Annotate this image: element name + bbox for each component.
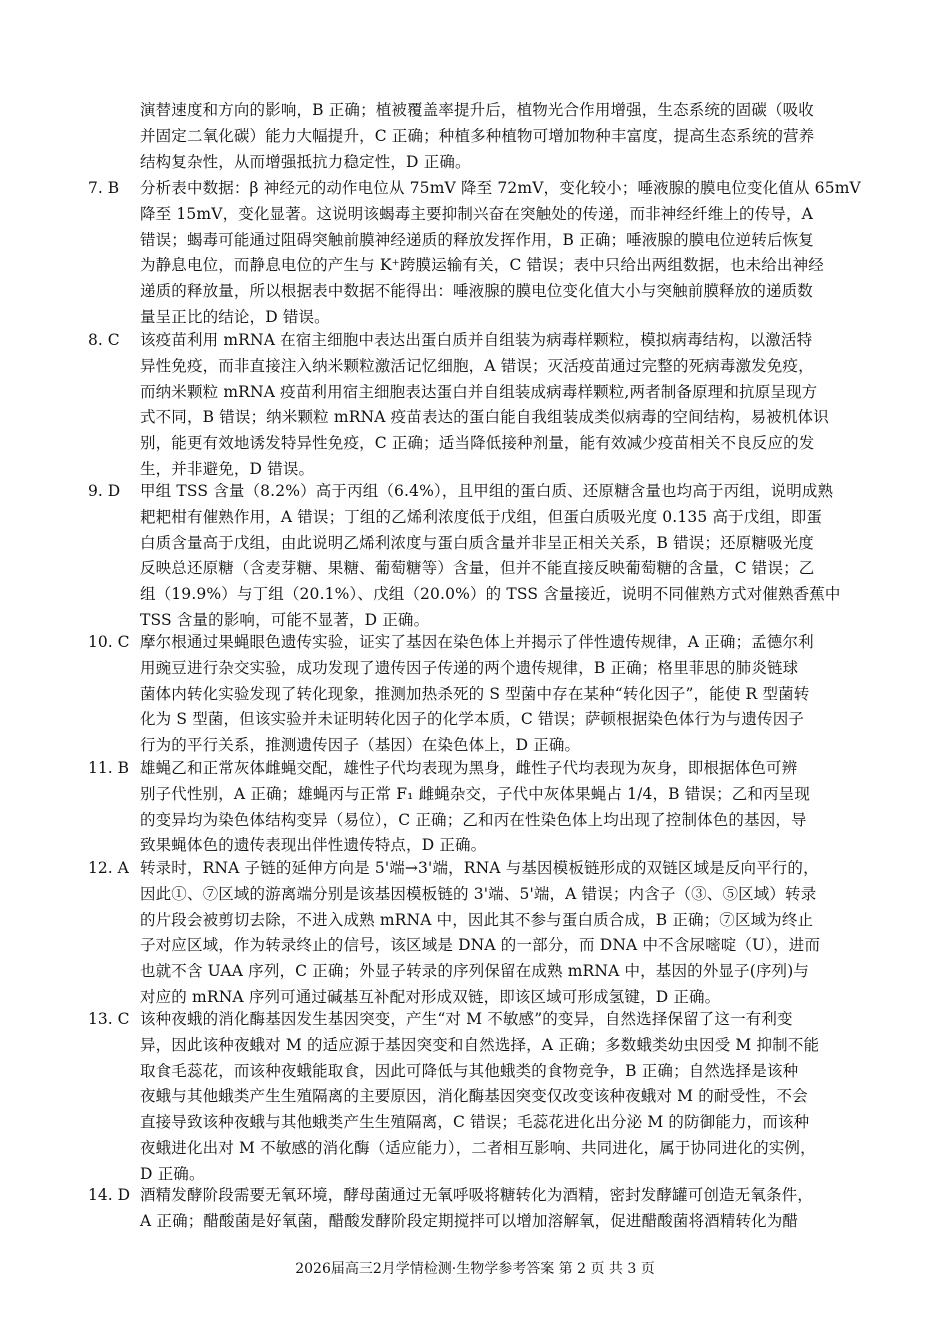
text-line: 反映总还原糖（含麦芽糖、果糖、葡萄糖等）含量，但并不能直接反映葡萄糖的含量，C 错误；乙	[140, 559, 815, 578]
answer-number: 11. B	[88, 759, 129, 777]
answer-number: 10. C	[88, 633, 130, 651]
text-line: 转录时，RNA 子链的延伸方向是 5'端→3'端，RNA 与基因模板链形成的双链区域是反向平行的，	[140, 859, 819, 877]
text-line: 结构复杂性，从而增强抵抗力稳定性，D 正确。	[140, 152, 471, 171]
text-line: 夜蛾进化出对 M 不敏感的消化酶（适应能力），二者相互影响、共同进化，属于协同进化的实例，	[140, 1138, 816, 1157]
text-line: 取食毛蕊花，而该种夜蛾能取食，因此可降低与其他蛾类的食物竞争，B 正确；自然选择是该种	[140, 1061, 799, 1080]
text-line: 因此①、⑦区域的游离端分别是该基因模板链的 3'端、5'端，A 错误；内含子（③、⑤区域）转录	[140, 884, 817, 903]
text-line: 别，能更有效地诱发特异性免疫，C 正确；适当降低接种剂量，能有效减少疫苗相关不良反应的发	[140, 434, 815, 453]
text-line: 夜蛾与其他蛾类产生生殖隔离的主要原因，消化酶基因突变仅改变该种夜蛾对 M 的耐受性，不会	[140, 1087, 808, 1106]
text-line: 分析表中数据：β 神经元的动作电位从 75mV 降至 72mV，变化较小；唾液腺的膜电位变化值从 65mV	[140, 179, 861, 197]
text-line: 对应的 mRNA 序列可通过碱基互补配对形成双链，即该区域可形成氢键，D 正确。	[140, 987, 721, 1006]
answer-explanation	[140, 630, 870, 759]
answer-number: 13. C	[88, 1010, 130, 1028]
answer-explanation	[140, 1183, 870, 1235]
text-line: 而纳米颗粒 mRNA 疫苗利用宿主细胞表达蛋白并自组装成病毒样颗粒,两者制备原理和抗原呈现方	[140, 382, 818, 401]
text-line: 摩尔根通过果蝇眼色遗传实验，证实了基因在染色体上并揭示了伴性遗传规律，A 正确；孟德尔利	[140, 633, 814, 651]
answer-explanation	[140, 479, 870, 634]
text-line: 生，并非避免，D 错误。	[140, 459, 315, 478]
answer-explanation	[140, 1007, 870, 1188]
text-line: 该疫苗利用 mRNA 在宿主细胞中表达出蛋白质并自组装为病毒样颗粒，模拟病毒结构，以激活特	[140, 331, 813, 349]
answer-number: 7. B	[88, 179, 120, 197]
text-line: 异性免疫，而非直接注入纳米颗粒激活记忆细胞，A 错误；灭活疫苗通过完整的死病毒激发免疫，	[140, 356, 814, 375]
text-line: 耙耙柑有催熟作用，A 错误；丁组的乙烯利浓度低于戊组，但蛋白质吸光度 0.135 高于戊组，即蛋	[140, 507, 823, 526]
text-line: 直接导致该种夜蛾与其他蛾类产生生殖隔离，C 错误；毛蕊花进化出分泌 M 的防御能力，而该种	[140, 1113, 810, 1132]
text-line: 错误；蝎毒可能通过阻碍突触前膜神经递质的释放发挥作用，B 正确；唾液腺的膜电位逆转后恢复	[140, 230, 814, 249]
text-line: 行为的平行关系，推测遗传因子（基因）在染色体上，D 正确。	[140, 736, 581, 755]
answer-explanation	[140, 856, 870, 1011]
text-line: 用豌豆进行杂交实验，成功发现了遗传因子传递的两个遗传规律，B 正确；格里菲思的肺炎链球	[140, 658, 799, 677]
text-line: 降至 15mV，变化显著。这说明该蝎毒主要抑制兴奋在突触处的传递，而非神经纤维上的传导，A	[140, 204, 813, 223]
answer-explanation	[140, 756, 870, 859]
text-line: 为静息电位，而静息电位的产生与 K⁺跨膜运输有关，C 错误；表中只给出两组数据，也未给出神经	[140, 256, 824, 275]
text-line: 该种夜蛾的消化酶基因发生基因突变，产生“对 M 不敏感”的变异，自然选择保留了这一有利变	[140, 1010, 793, 1028]
text-line: TSS 含量的影响，可能不显著，D 正确。	[140, 610, 430, 629]
answer-explanation	[140, 176, 870, 331]
text-line: 的变异均为染色体结构变异（易位），C 正确；乙和丙在性染色体上均出现了控制体色的基因，导	[140, 810, 807, 829]
text-line: 递质的释放量，所以根据表中数据不能得出：唾液腺的膜电位变化值大小与突触前膜释放的递质数	[140, 282, 813, 301]
answer-number: 14. D	[88, 1186, 131, 1204]
text-line: D 正确。	[140, 1164, 205, 1183]
text-line: 甲组 TSS 含量（8.2%）高于丙组（6.4%），且甲组的蛋白质、还原糖含量也均高于丙组，说明成熟	[140, 482, 834, 500]
continued-answer-text	[140, 98, 870, 175]
text-line: 也就不含 UAA 序列，C 正确；外显子转录的序列保留在成熟 mRNA 中，基因的外显子(序列)与	[140, 962, 810, 981]
text-line: 演替速度和方向的影响，B 正确；植被覆盖率提升后，植物光合作用增强，生态系统的固碳（吸收	[140, 101, 814, 119]
text-line: 的片段会被剪切去除，不进入成熟 mRNA 中，因此其不参与蛋白质合成，B 正确；⑦区域为终止	[140, 910, 814, 929]
text-line: 异，因此该种夜蛾对 M 的适应源于基因突变和自然选择，A 正确；多数蛾类幼虫因受 M 抑制不能	[140, 1035, 820, 1054]
text-line: 式不同，B 错误；纳米颗粒 mRNA 疫苗表达的蛋白能自我组装成类似病毒的空间结构，易被机体识	[140, 408, 829, 427]
text-line: 子对应区域，作为转录终止的信号，该区域是 DNA 的一部分，而 DNA 中不含尿嘧啶（U），进而	[140, 936, 821, 955]
text-line: A 正确；醋酸菌是好氧菌，醋酸发酵阶段定期搅拌可以增加溶解氧，促进醋酸菌将酒精转化为醋	[140, 1211, 799, 1230]
text-line: 组（19.9%）与丁组（20.1%）、戊组（20.0%）的 TSS 含量接近，说明不同催熟方式对催熟香蕉中	[140, 585, 841, 604]
answer-explanation	[140, 328, 870, 483]
answer-number: 8. C	[88, 331, 120, 349]
text-line: 雄蝇乙和正常灰体雌蝇交配，雄性子代均表现为黑身，雌性子代均表现为灰身，即根据体色可辨	[140, 759, 798, 777]
text-line: 菌体内转化实验发现了转化现象，推测加热杀死的 S 型菌中存在某种“转化因子”，能使 R 型菌转	[140, 684, 810, 703]
answer-number: 9. D	[88, 482, 121, 500]
text-line: 酒精发酵阶段需要无氧环境，酵母菌通过无氧呼吸将糖转化为酒精，密封发酵罐可创造无氧条件，	[140, 1186, 813, 1204]
page-footer: 2026届高三2月学情检测·生物学参考答案 第 2 页 共 3 页	[295, 1261, 655, 1277]
text-line: 别子代性别，A 正确；雄蝇丙与正常 F₁ 雌蝇杂交，子代中灰体果蝇占 1/4，B 错误；乙和丙呈现	[140, 784, 810, 803]
text-line: 白质含量高于戊组，由此说明乙烯利浓度与蛋白质含量并非呈正相关关系，B 错误；还原糖吸光度	[140, 533, 814, 552]
answer-number: 12. A	[88, 859, 129, 877]
text-line: 化为 S 型菌，但该实验并未证明转化因子的化学本质，C 错误；萨顿根据染色体行为与遗传因子	[140, 710, 805, 729]
text-line: 致果蝇体色的遗传表现出伴性遗传特点，D 正确。	[140, 836, 487, 855]
text-line: 并固定二氧化碳）能力大幅提升，C 正确；种植多种植物可增加物种丰富度，提高生态系统的营养	[140, 126, 815, 145]
text-line: 量呈正比的结论，D 错误。	[140, 307, 330, 326]
